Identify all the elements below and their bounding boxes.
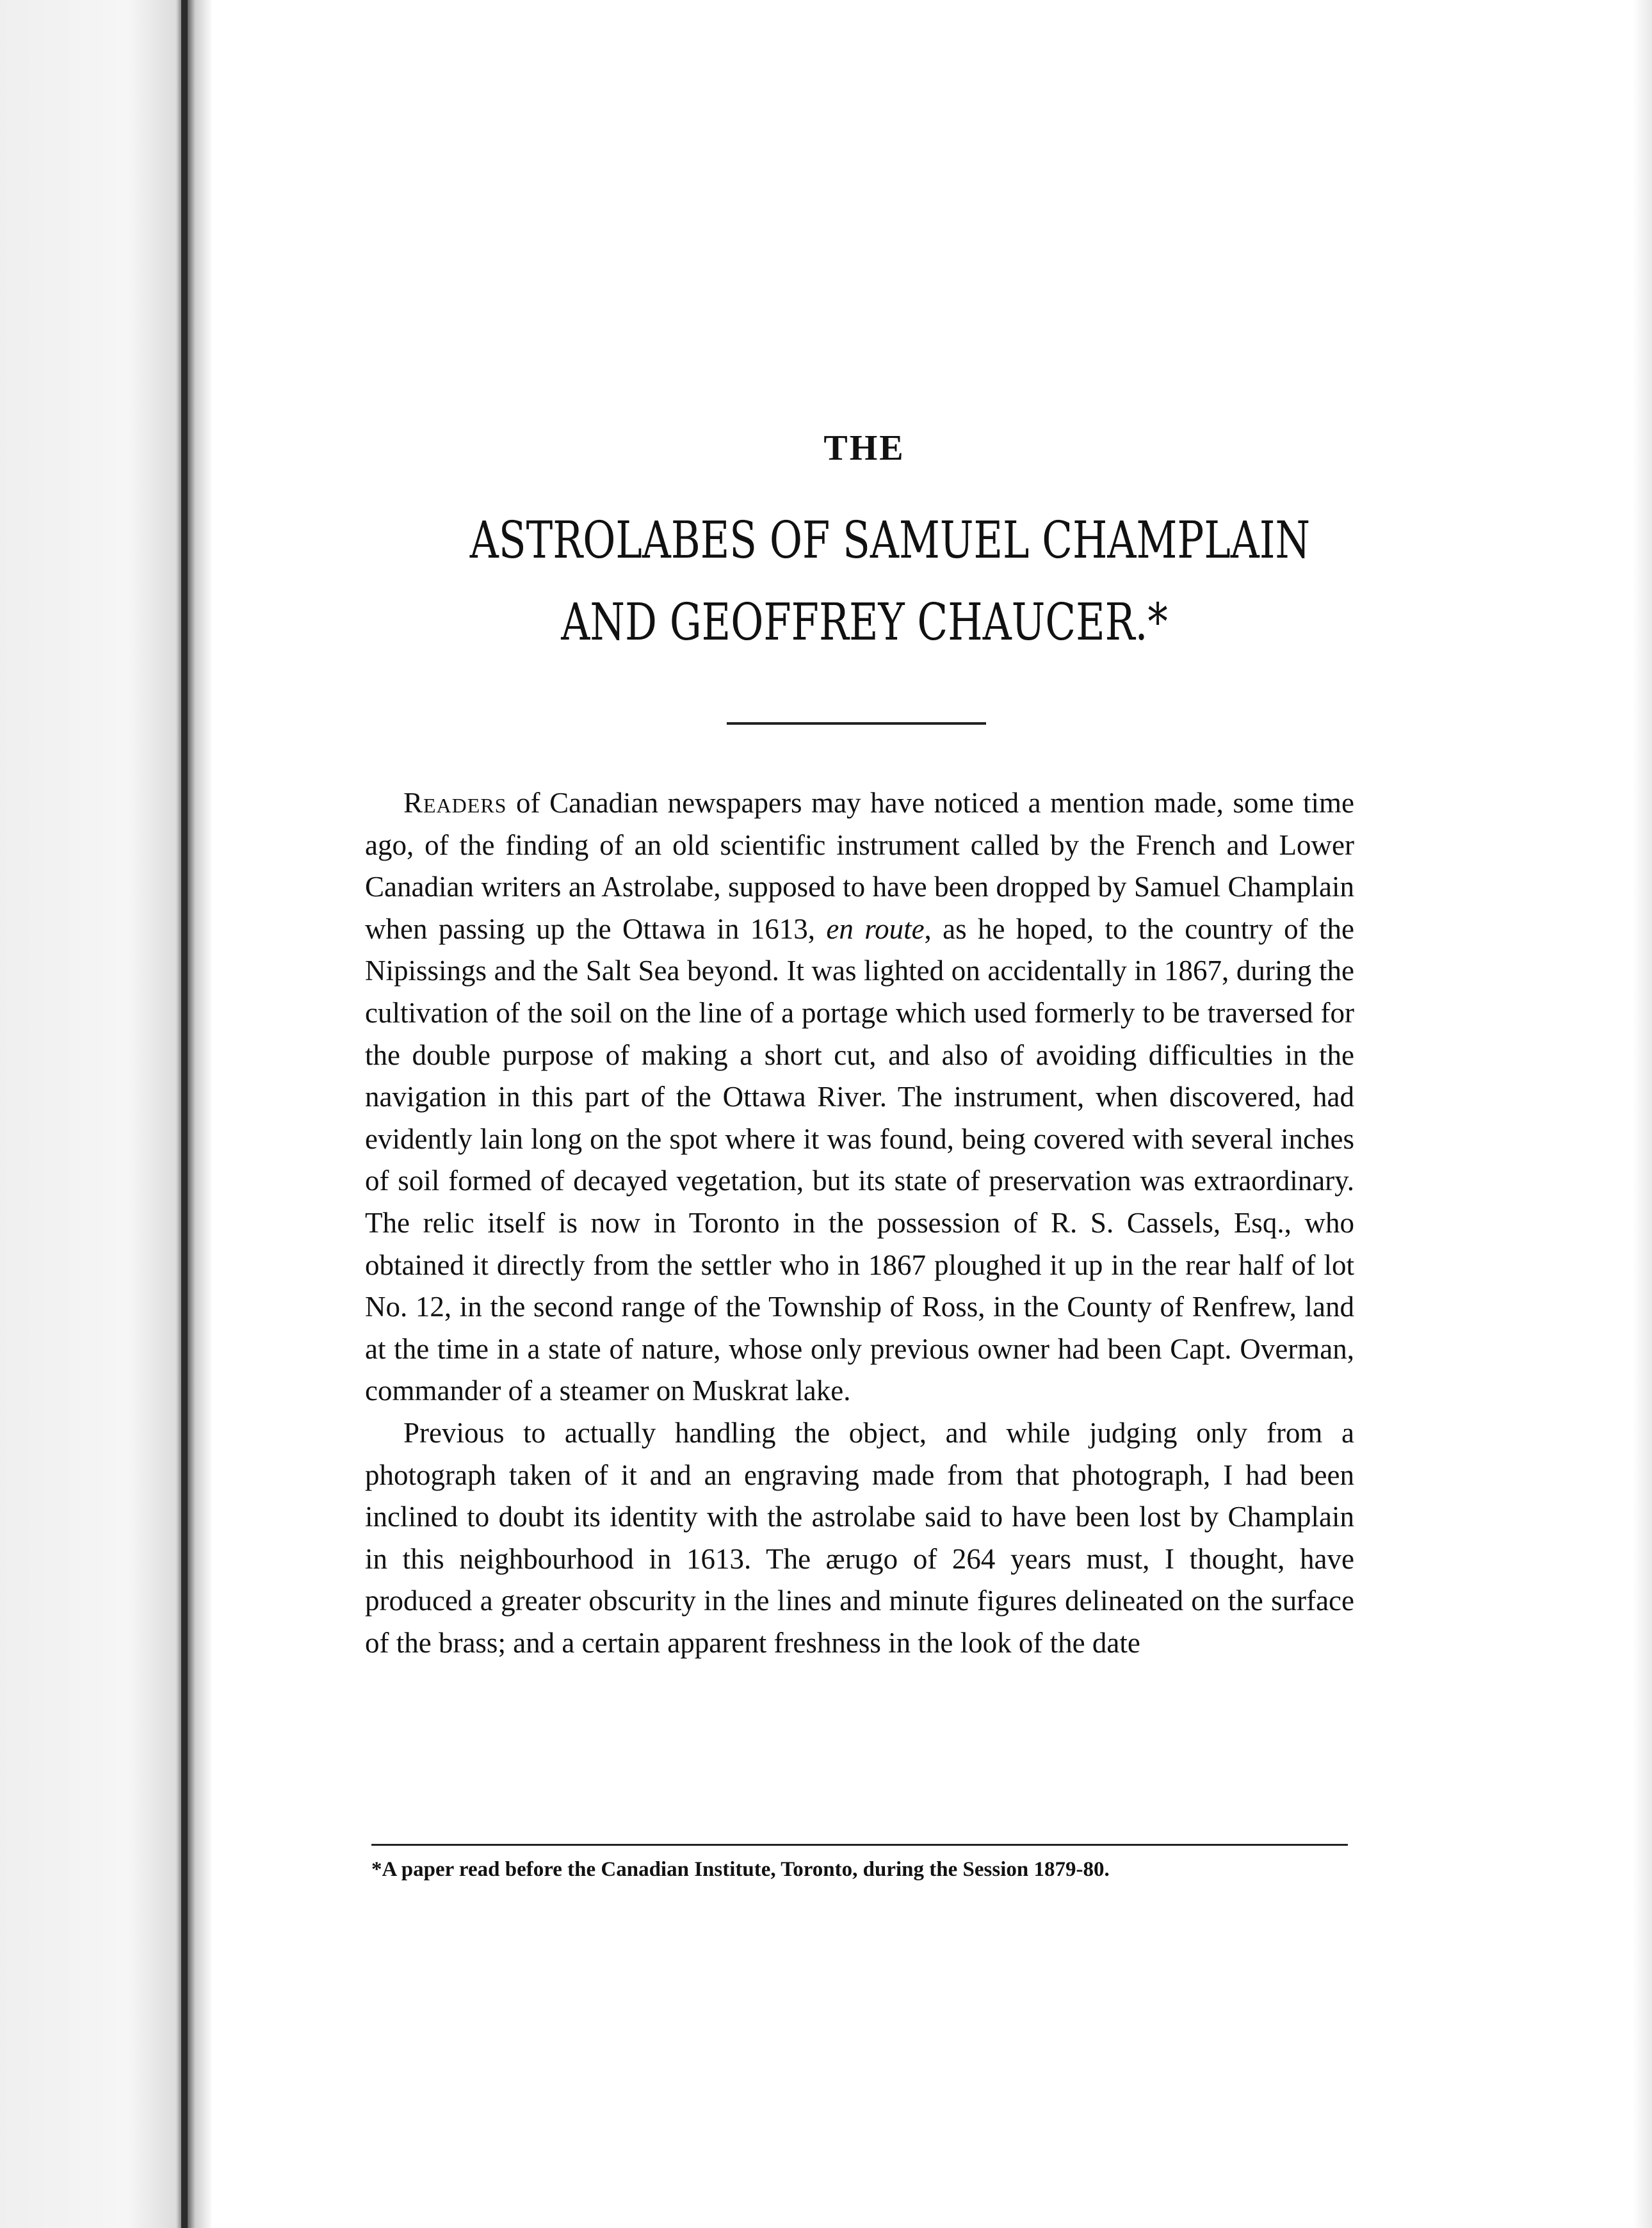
title-line-2: AND GEOFFREY CHAUCER.* [561,592,1168,652]
title-line-1: ASTROLABES OF SAMUEL CHAMPLAIN [469,510,1311,570]
footnote: *A paper read before the Canadian Institute, Toronto, during the Session 1879-80. [371,1858,1110,1881]
paragraph-lead-word: Readers [403,787,507,819]
title-divider [727,722,986,725]
scan-binding-edge [0,0,211,2228]
paragraph-1 [365,782,1354,1412]
title-article: THE [823,428,905,468]
title-block [359,423,1370,663]
page-right-edge [1633,0,1652,2228]
footnote-divider [371,1844,1348,1846]
binding-shadow-line [181,0,188,2228]
paragraph-1-text: of Canadian newspapers may have noticed a mention made, some time ago, of the finding of an old scientific instrument called by the French and Lower Canadian writers an Astrolabe, supposed to have been dropped by Samuel Champlain when passing up the Ottawa in 1613, [365,787,1354,945]
body-text [365,782,1354,1664]
paragraph-2: Previous to actually handling the object, and while judging only from a photograph taken of it and an engraving made from that photograph, I had been inclined to doubt its identity with the astrolabe said to have been lost by Champlain in this neighbourhood in 1613. The ærugo of 264 years must, I thought, have produced a greater obscurity in the lines and minute figures delineated on the surface of the brass; and a certain apparent freshness in the look of the date [365,1416,1354,1659]
paragraph-1-rest: , as he hoped, to the country of the Nipissings and the Salt Sea beyond. It was lighted on accidentally in 1867, during the cultivation of the soil on the line of a portage which used formerly to be traversed for the double purpose of making a short cut, and also of avoiding difficulties in the navigation in this part of the Ottawa River. The instrument, when discovered, had evidently lain long on the spot where it was found, being covered with several inches of soil formed of decayed vegetation, but its state of preservation was extraordinary. The relic itself is now in Toronto in the possession of R. S. Cassels, Esq., who obtained it directly from the settler who in 1867 ploughed it up in the rear half of lot No. 12, in the second range of the Township of Ross, in the County of Renfrew, land at the time in a state of nature, whose only previous owner had been Capt. Overman, commander of a steamer on Muskrat lake. [365,912,1354,1407]
paragraph-1-italic: en route [826,912,925,945]
